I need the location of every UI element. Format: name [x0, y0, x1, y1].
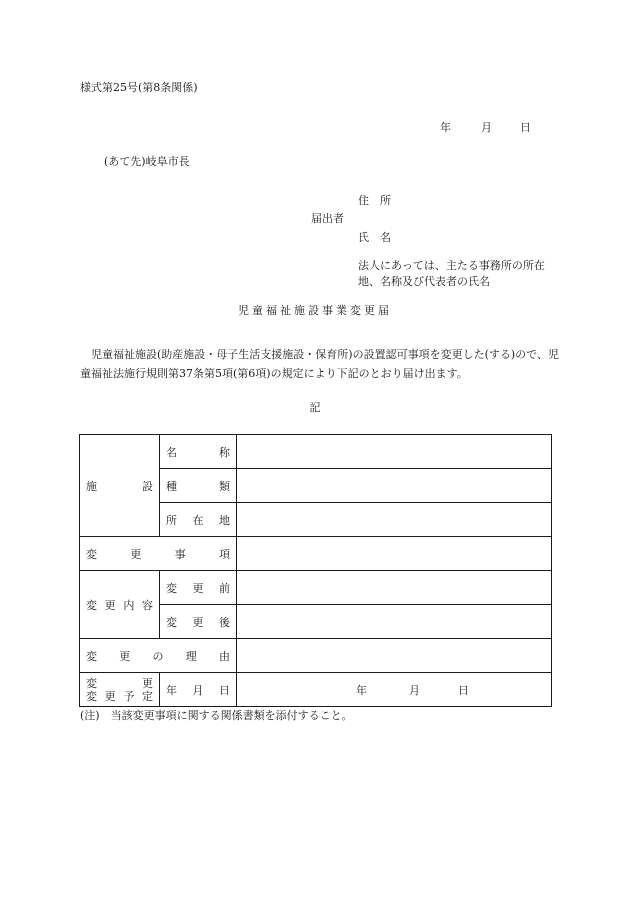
change-item-label: 変 更 事 項 — [80, 537, 237, 571]
facility-group-label: 施 設 — [80, 435, 160, 537]
planned-date-label: 変 更 変 更 予 定 — [80, 673, 160, 707]
year-label: 年 — [440, 121, 451, 134]
facility-location-label: 所 在 地 — [160, 503, 237, 537]
change-reason-field[interactable] — [237, 639, 552, 673]
change-content-group-label: 変 更 内 容 — [80, 571, 160, 639]
facility-type-label: 種 類 — [160, 469, 237, 503]
body-paragraph: 児童福祉施設(助産施設・母子生活支援施設・保育所)の設置認可事項を変更した(する)ので、児童福祉法施行規則第37条第5項(第6項)の規定により下記のとおり届け出ます。 — [80, 348, 559, 380]
after-change-label: 変 更 後 — [160, 605, 237, 639]
planned-date-field[interactable]: 年 月 日 — [237, 673, 552, 707]
name-label: 氏 名 — [358, 231, 391, 244]
submission-date — [440, 122, 531, 133]
change-reason-label: 変 更 の 理 由 — [80, 639, 237, 673]
address-label: 住 所 — [358, 194, 391, 207]
form-number: 様式第25号(第8条関係) — [80, 81, 198, 94]
form-table — [79, 434, 552, 707]
facility-type-field[interactable] — [237, 469, 552, 503]
addressee: (あて先)岐阜市長 — [104, 155, 190, 168]
body-text — [80, 345, 560, 383]
facility-location-field[interactable] — [237, 503, 552, 537]
reporter-label: 届出者 — [311, 212, 344, 225]
corporate-note: 法人にあっては、主たる事務所の所在地、名称及び代表者の氏名 — [358, 259, 545, 288]
month-label: 月 — [481, 121, 492, 134]
attachment-note: (注) 当該変更事項に関する関係書類を添付すること。 — [80, 709, 353, 722]
facility-name-label: 名 称 — [160, 435, 237, 469]
after-change-field[interactable] — [237, 605, 552, 639]
document-title: 児童福祉施設事業変更届 — [238, 304, 392, 317]
before-change-field[interactable] — [237, 571, 552, 605]
change-item-field[interactable] — [237, 537, 552, 571]
ki-heading: 記 — [309, 401, 321, 414]
facility-name-field[interactable] — [237, 435, 552, 469]
planned-date-ymd-label: 年 月 日 — [160, 673, 237, 707]
day-label: 日 — [520, 121, 531, 134]
before-change-label: 変 更 前 — [160, 571, 237, 605]
